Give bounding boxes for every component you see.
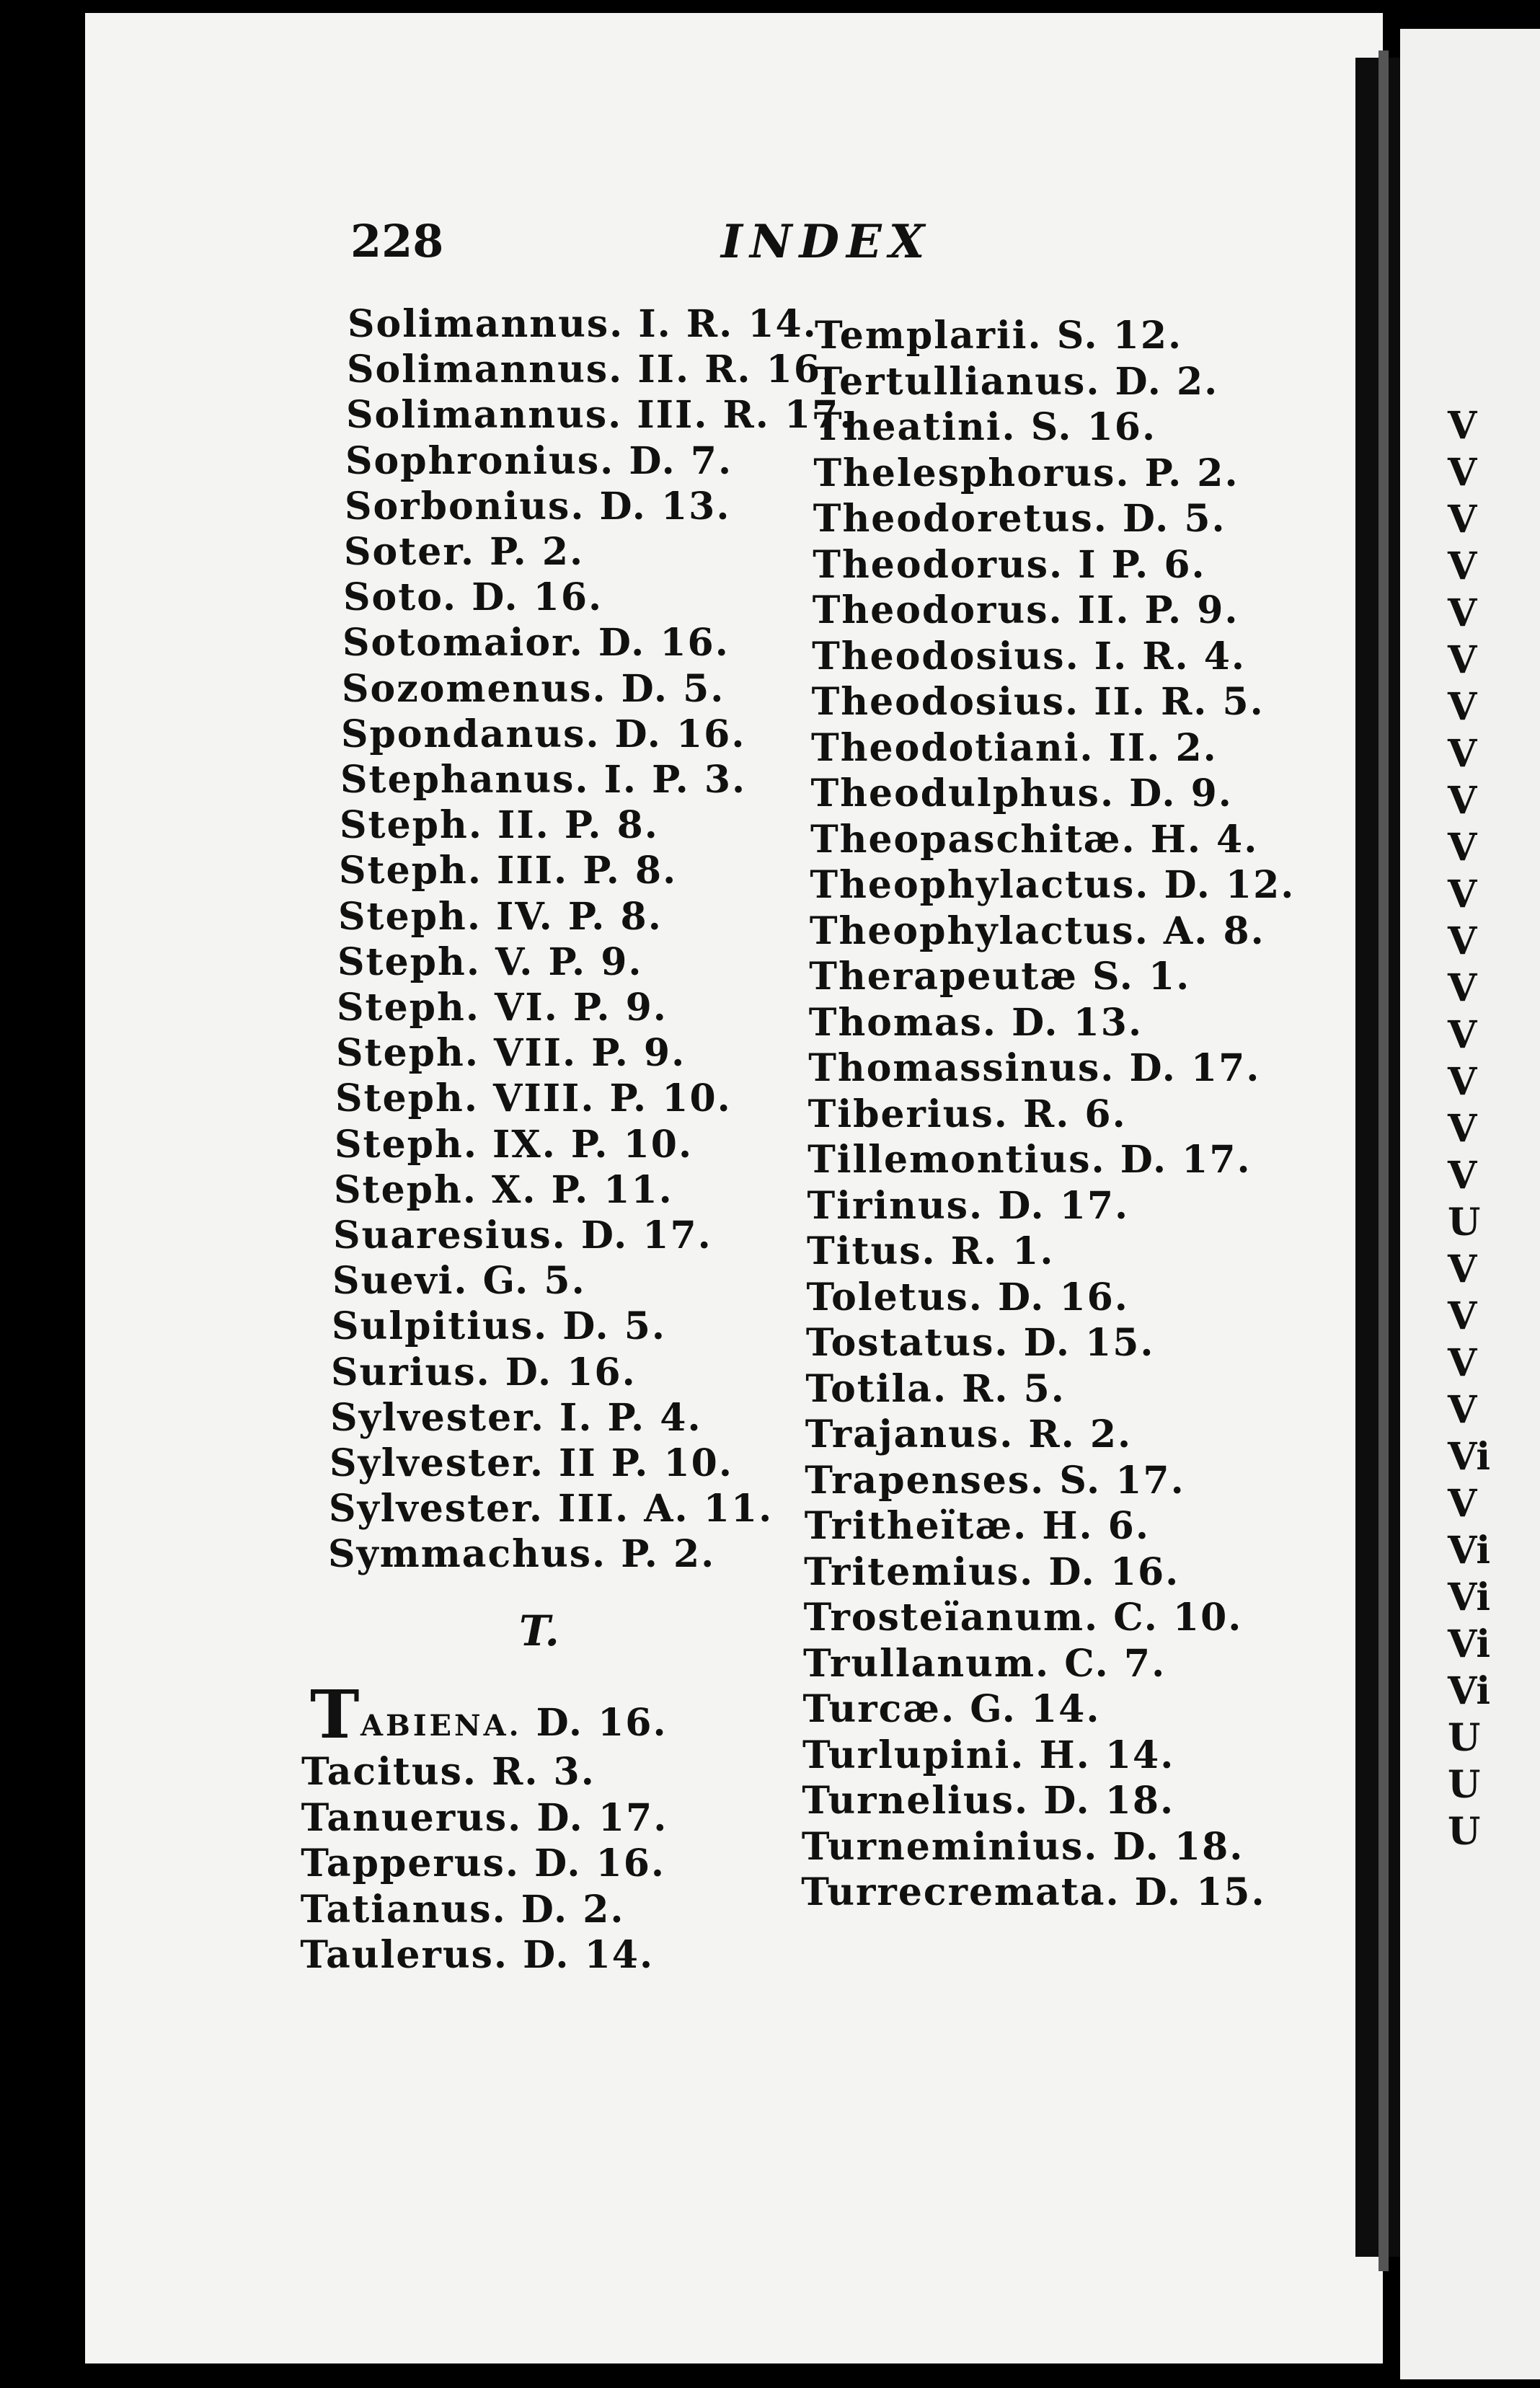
facing-page-letter: V	[1448, 591, 1477, 635]
facing-page-letter: V	[1448, 1107, 1477, 1151]
index-entry: Trajanus. R. 2.	[805, 1412, 1133, 1456]
first-t-entry	[360, 1702, 668, 1748]
first-t-entry-name: ABIENA.	[360, 1709, 522, 1743]
facing-page-letter: V	[1448, 404, 1477, 448]
facing-page-letter: U	[1448, 1716, 1481, 1760]
facing-page-letter: V	[1448, 1294, 1477, 1338]
index-entry: Steph. IX. P. 10.	[335, 1122, 694, 1167]
index-entry: Titus. R. 1.	[807, 1229, 1055, 1273]
gutter-shadow	[1379, 50, 1389, 2271]
index-entry: Theodorus. II. P. 9.	[812, 588, 1239, 632]
first-t-entry-ref: D. 16.	[521, 1701, 668, 1745]
facing-page-letter: V	[1448, 872, 1477, 916]
dropcap-letter: T	[310, 1676, 360, 1754]
index-entry: Tanuerus. D. 17.	[301, 1795, 668, 1840]
index-entry: Sorbonius. D. 13.	[345, 484, 731, 529]
index-entry: Thomas. D. 13.	[808, 1000, 1143, 1045]
facing-page-letter: Vi	[1448, 1622, 1491, 1666]
index-entry: Therapeutæ S. 1.	[809, 955, 1191, 999]
index-entry: Sylvester. II P. 10.	[329, 1441, 733, 1485]
index-entry: Turneminius. D. 18.	[801, 1824, 1244, 1869]
index-entry: Tillemontius. D. 17.	[807, 1138, 1252, 1182]
index-entry: Theodorus. I P. 6.	[813, 542, 1206, 587]
page-header	[0, 215, 1540, 280]
index-entry: Thomassinus. D. 17.	[808, 1046, 1261, 1090]
facing-page-letter: U	[1448, 1200, 1481, 1244]
facing-page-letter: V	[1448, 919, 1477, 963]
index-entry: Tatianus. D. 2.	[300, 1887, 625, 1932]
index-entry: Theophylactus. D. 12.	[810, 863, 1296, 907]
index-entry: Suaresius. D. 17.	[333, 1213, 712, 1257]
index-entry: Thelesphorus. P. 2.	[813, 451, 1239, 495]
facing-page-letter: Vi	[1448, 1575, 1491, 1619]
index-entry: Tirinus. D. 17.	[807, 1183, 1130, 1228]
facing-page-letter: V	[1448, 1388, 1477, 1432]
index-entry: Steph. IV. P. 8.	[338, 894, 663, 939]
index-entry: Solimannus. I. R. 14.	[348, 302, 818, 346]
index-entry: Steph. V. P. 9.	[337, 939, 643, 984]
index-entry: Spondanus. D. 16.	[341, 712, 746, 756]
index-entry: Templarii. S. 12.	[815, 314, 1183, 358]
index-entry: Steph. X. P. 11.	[334, 1167, 673, 1212]
facing-page-letter: V	[1448, 779, 1477, 823]
index-entry: Solimannus. II. R. 16.	[347, 348, 836, 392]
index-entry: Totila. R. 5.	[805, 1366, 1066, 1411]
index-entry: Turnelius. D. 18.	[802, 1779, 1175, 1823]
index-entry: Theodosius. I. R. 4.	[812, 634, 1247, 678]
index-entry: Steph. VII. P. 9.	[336, 1031, 686, 1076]
index-entry: Theodoretus. D. 5.	[813, 497, 1226, 541]
index-entry: Turlupini. H. 14.	[802, 1733, 1175, 1777]
facing-page-letter: V	[1448, 966, 1477, 1010]
index-entry: Theophylactus. A. 8.	[809, 908, 1265, 953]
index-entry: Theodulphus. D. 9.	[810, 771, 1233, 815]
facing-page-edge	[1400, 29, 1540, 2379]
facing-page-letter: U	[1448, 1810, 1481, 1854]
index-entry: Tapperus. D. 16.	[301, 1841, 666, 1885]
index-entry: Steph. VIII. P. 10.	[335, 1076, 732, 1121]
index-entry: Steph. III. P. 8.	[339, 849, 678, 893]
index-entry: Trullanum. C. 7.	[803, 1641, 1167, 1686]
facing-page-letter: Vi	[1448, 1529, 1491, 1573]
facing-page-letter: V	[1448, 1482, 1477, 1526]
index-entry: Sophronius. D. 7.	[345, 438, 733, 483]
facing-page-letter: V	[1448, 638, 1477, 682]
index-entry: Sylvester. I. P. 4.	[330, 1395, 702, 1440]
index-entry: Tertullianus. D. 2.	[814, 359, 1219, 404]
facing-page-letter: Vi	[1448, 1435, 1491, 1479]
index-entry: Trosteïanum. C. 10.	[803, 1596, 1243, 1640]
index-entry: Turcæ. G. 14.	[802, 1687, 1101, 1731]
index-entry: Sotomaior. D. 16.	[342, 621, 730, 665]
index-entry: Theatini. S. 16.	[813, 405, 1157, 449]
index-entry: Trapenses. S. 17.	[805, 1458, 1185, 1503]
index-entry: Turrecremata. D. 15.	[801, 1870, 1266, 1914]
facing-page-letter: V	[1448, 498, 1477, 541]
index-entry: Soter. P. 2.	[344, 530, 585, 574]
section-letter: T.	[519, 1606, 559, 1655]
page-number: 228	[350, 215, 444, 267]
index-entry: Tostatus. D. 15.	[805, 1321, 1155, 1365]
facing-page-letter: V	[1448, 826, 1477, 870]
index-entry: Theopaschitæ. H. 4.	[810, 817, 1259, 862]
facing-page-letter: V	[1448, 1013, 1477, 1057]
index-entry: Tritemius. D. 16.	[804, 1549, 1180, 1594]
index-entry: Soto. D. 16.	[343, 575, 603, 620]
index-entry: Toletus. D. 16.	[806, 1275, 1129, 1319]
index-entry: Sozomenus. D. 5.	[342, 666, 725, 711]
facing-page-letter: V	[1448, 1060, 1477, 1104]
index-entry: Stephanus. I. P. 3.	[340, 758, 747, 802]
index-entry: Theodosius. II. R. 5.	[811, 680, 1265, 724]
facing-page-letter: V	[1448, 732, 1477, 776]
index-entry: Symmachus. P. 2.	[328, 1532, 716, 1577]
index-entry: Solimannus. III. R. 17.	[346, 393, 854, 438]
facing-page-letter: V	[1448, 544, 1477, 588]
running-head: INDEX	[721, 215, 932, 269]
facing-page-letter: V	[1448, 1247, 1477, 1291]
index-entry: Tiberius. R. 6.	[807, 1092, 1127, 1136]
facing-page-letter: V	[1448, 1341, 1477, 1385]
index-entry: Theodotiani. II. 2.	[811, 725, 1218, 770]
page-gutter	[1355, 58, 1400, 2257]
facing-page-letter: U	[1448, 1763, 1481, 1807]
index-entry: Surius. D. 16.	[331, 1350, 637, 1394]
index-entry: Steph. II. P. 8.	[340, 803, 659, 848]
index-entry: Sulpitius. D. 5.	[332, 1304, 667, 1349]
index-entry: Steph. VI. P. 9.	[337, 986, 668, 1030]
index-entry: Tacitus. R. 3.	[301, 1750, 596, 1794]
index-entry: Sylvester. III. A. 11.	[329, 1487, 774, 1531]
facing-page-letter: Vi	[1448, 1669, 1491, 1713]
facing-page-letter: V	[1448, 1154, 1477, 1198]
facing-page-letter: V	[1448, 451, 1477, 495]
index-entry: Suevi. G. 5.	[332, 1259, 586, 1304]
index-entry: Tritheïtæ. H. 6.	[804, 1504, 1150, 1548]
index-entry: Taulerus. D. 14.	[300, 1933, 655, 1977]
facing-page-letter: V	[1448, 685, 1477, 729]
